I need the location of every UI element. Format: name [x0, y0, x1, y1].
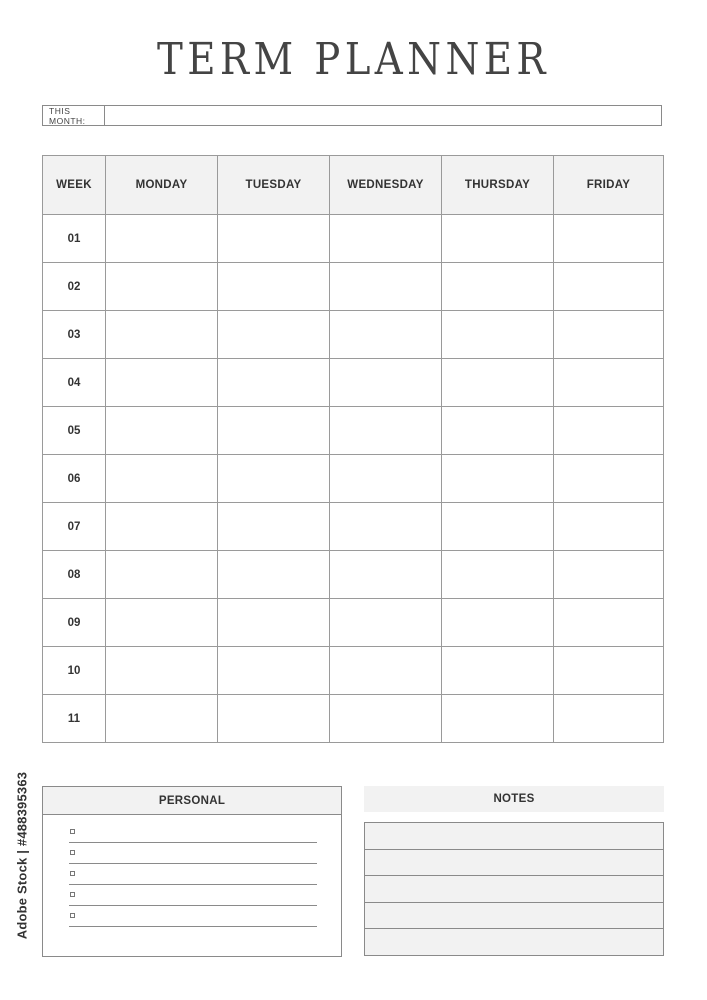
- week-number: 07: [43, 503, 106, 551]
- week-row: [43, 311, 664, 359]
- cell-friday[interactable]: [554, 407, 664, 455]
- header-monday: MONDAY: [106, 156, 218, 215]
- cell-friday[interactable]: [554, 359, 664, 407]
- checkbox-icon[interactable]: [70, 829, 75, 834]
- cell-wednesday[interactable]: [330, 359, 442, 407]
- week-row: [43, 263, 664, 311]
- week-row: [43, 551, 664, 599]
- note-line[interactable]: [365, 903, 663, 930]
- week-number: 10: [43, 647, 106, 695]
- week-number: 09: [43, 599, 106, 647]
- cell-wednesday[interactable]: [330, 455, 442, 503]
- cell-wednesday[interactable]: [330, 311, 442, 359]
- cell-monday[interactable]: [106, 311, 218, 359]
- checkbox-icon[interactable]: [70, 850, 75, 855]
- header-week: WEEK: [43, 156, 106, 215]
- cell-tuesday[interactable]: [218, 647, 330, 695]
- personal-todo-item[interactable]: [69, 864, 317, 885]
- header-thursday: THURSDAY: [442, 156, 554, 215]
- week-row: [43, 215, 664, 263]
- cell-monday[interactable]: [106, 503, 218, 551]
- week-number: 05: [43, 407, 106, 455]
- cell-friday[interactable]: [554, 695, 664, 743]
- cell-friday[interactable]: [554, 599, 664, 647]
- week-row: [43, 359, 664, 407]
- cell-tuesday[interactable]: [218, 695, 330, 743]
- page-title: TERM PLANNER: [157, 34, 550, 85]
- cell-wednesday[interactable]: [330, 647, 442, 695]
- cell-wednesday[interactable]: [330, 407, 442, 455]
- this-month-value[interactable]: [105, 106, 661, 125]
- week-row: [43, 599, 664, 647]
- cell-wednesday[interactable]: [330, 551, 442, 599]
- cell-friday[interactable]: [554, 455, 664, 503]
- this-month-field[interactable]: [42, 105, 662, 126]
- week-number: 01: [43, 215, 106, 263]
- checkbox-icon[interactable]: [70, 913, 75, 918]
- cell-tuesday[interactable]: [218, 599, 330, 647]
- cell-monday[interactable]: [106, 263, 218, 311]
- header-friday: FRIDAY: [554, 156, 664, 215]
- cell-thursday[interactable]: [442, 407, 554, 455]
- cell-wednesday[interactable]: [330, 503, 442, 551]
- cell-tuesday[interactable]: [218, 359, 330, 407]
- cell-tuesday[interactable]: [218, 263, 330, 311]
- personal-todo-item[interactable]: [69, 885, 317, 906]
- cell-thursday[interactable]: [442, 551, 554, 599]
- week-number: 03: [43, 311, 106, 359]
- week-number: 08: [43, 551, 106, 599]
- cell-thursday[interactable]: [442, 263, 554, 311]
- header-wednesday: WEDNESDAY: [330, 156, 442, 215]
- cell-monday[interactable]: [106, 215, 218, 263]
- week-number: 04: [43, 359, 106, 407]
- cell-wednesday[interactable]: [330, 263, 442, 311]
- cell-thursday[interactable]: [442, 503, 554, 551]
- header-row: [43, 156, 664, 215]
- cell-friday[interactable]: [554, 263, 664, 311]
- cell-monday[interactable]: [106, 695, 218, 743]
- cell-monday[interactable]: [106, 407, 218, 455]
- cell-tuesday[interactable]: [218, 551, 330, 599]
- this-month-label: THIS MONTH:: [43, 106, 105, 125]
- week-number: 02: [43, 263, 106, 311]
- cell-monday[interactable]: [106, 455, 218, 503]
- cell-thursday[interactable]: [442, 359, 554, 407]
- personal-section: [42, 786, 342, 957]
- weekly-planner-table: [42, 155, 664, 743]
- header-tuesday: TUESDAY: [218, 156, 330, 215]
- note-line[interactable]: [365, 929, 663, 956]
- notes-area[interactable]: [364, 822, 664, 956]
- cell-monday[interactable]: [106, 551, 218, 599]
- stock-id-text: Adobe Stock | #488395363: [14, 771, 30, 940]
- cell-thursday[interactable]: [442, 215, 554, 263]
- cell-friday[interactable]: [554, 647, 664, 695]
- week-row: [43, 407, 664, 455]
- cell-friday[interactable]: [554, 551, 664, 599]
- week-row: [43, 695, 664, 743]
- cell-monday[interactable]: [106, 359, 218, 407]
- cell-tuesday[interactable]: [218, 407, 330, 455]
- checkbox-icon[interactable]: [70, 871, 75, 876]
- week-row: [43, 647, 664, 695]
- week-number: 11: [43, 695, 106, 743]
- note-line[interactable]: [365, 823, 663, 850]
- cell-thursday[interactable]: [442, 599, 554, 647]
- notes-heading: NOTES: [364, 786, 664, 812]
- cell-friday[interactable]: [554, 215, 664, 263]
- personal-todo-item[interactable]: [69, 822, 317, 843]
- week-row: [43, 503, 664, 551]
- cell-monday[interactable]: [106, 647, 218, 695]
- note-line[interactable]: [365, 850, 663, 877]
- cell-tuesday[interactable]: [218, 311, 330, 359]
- cell-tuesday[interactable]: [218, 215, 330, 263]
- cell-wednesday[interactable]: [330, 695, 442, 743]
- cell-thursday[interactable]: [442, 311, 554, 359]
- cell-friday[interactable]: [554, 311, 664, 359]
- cell-tuesday[interactable]: [218, 503, 330, 551]
- cell-friday[interactable]: [554, 503, 664, 551]
- week-number: 06: [43, 455, 106, 503]
- personal-todo-item[interactable]: [69, 843, 317, 864]
- cell-wednesday[interactable]: [330, 215, 442, 263]
- personal-todo-item[interactable]: [69, 906, 317, 927]
- cell-thursday[interactable]: [442, 455, 554, 503]
- cell-thursday[interactable]: [442, 695, 554, 743]
- personal-heading: PERSONAL: [43, 787, 341, 815]
- cell-thursday[interactable]: [442, 647, 554, 695]
- checkbox-icon[interactable]: [70, 892, 75, 897]
- cell-monday[interactable]: [106, 599, 218, 647]
- week-row: [43, 455, 664, 503]
- cell-tuesday[interactable]: [218, 455, 330, 503]
- cell-wednesday[interactable]: [330, 599, 442, 647]
- note-line[interactable]: [365, 876, 663, 903]
